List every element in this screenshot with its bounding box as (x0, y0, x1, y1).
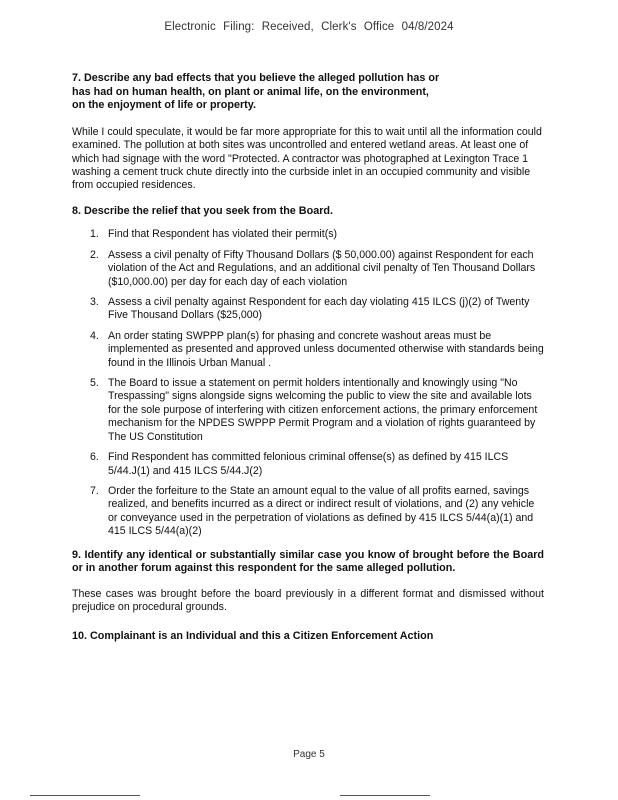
relief-item-number: 1. (90, 228, 99, 241)
section-7-body: While I could speculate, it would be far more appropriate for this to wait until all the information could examined. The pollution at both sites was uncontrolled and entered wetland areas. At least one of which had signage with the word "Protected. A contractor was photographed at Lexington Trace 1 washing a cement truck chute directly into the curbside inlet in an occupied community and visible from occupied residences. (72, 125, 542, 192)
page-number: Page 5 (293, 749, 325, 760)
section-10-heading: 10. Complainant is an Individual and this a Citizen Enforcement Action (72, 629, 434, 642)
page-content (72, 72, 544, 643)
section-8-heading: 8. Describe the relief that you seek from the Board. (72, 204, 334, 217)
relief-item (72, 228, 544, 241)
relief-item-text: Order the forfeiture to the State an amount equal to the value of all profits earned, savings realized, and benefits incurred as a direct or indirect result of violations, and (2) any vehicle or conveyance used in the perpetration of violations as defined by 415 ILCS 5/44(a)(1) and 415 ILCS 5/44(a)(2) (108, 484, 535, 538)
relief-item (72, 485, 544, 539)
relief-item-number: 3. (90, 296, 99, 309)
relief-item (72, 451, 544, 478)
relief-item-number: 6. (90, 451, 99, 464)
relief-item-number: 5. (90, 377, 99, 390)
section-9-heading: 9. Identify any identical or substantially similar case you know of brought before the Board or in another forum against this respondent for the same alleged pollution. (72, 548, 544, 575)
relief-item-text: An order stating SWPPP plan(s) for phasing and concrete washout areas must be implemented as presented and approved unless documented otherwise with standards being found in the Illinois Urban Manual . (108, 329, 544, 369)
relief-list (72, 228, 544, 538)
signature-line-left (30, 795, 140, 796)
relief-item-text: The Board to issue a statement on permit holders intentionally and knowingly using "No Trespassing" signs alongside signs welcoming the public to view the site and available lots for the sole purpose of interfering with citizen enforcement actions, the primary enforcement mechanism for the NPDES SWPPP Permit Program and a violation of rights guaranteed by The US Constitution (108, 377, 538, 443)
relief-item (72, 296, 544, 323)
section-7-heading (72, 72, 544, 113)
relief-item-text: Assess a civil penalty of Fifty Thousand Dollars ($ 50,000.00) against Respondent for each violation of the Act and Regulations, and an additional civil penalty of Ten Thousand Dollars ($10,000.00) per day for each day of each violation (108, 248, 536, 288)
signature-line-right (340, 795, 430, 796)
section-7-heading-line: on the enjoyment of life or property. (72, 99, 256, 112)
filing-header: Electronic Filing: Received, Clerk's Office 04/8/2024 (164, 21, 454, 33)
relief-item-number: 4. (90, 329, 99, 342)
relief-item-text: Find that Respondent has violated their permit(s) (108, 228, 338, 241)
relief-item-text: Assess a civil penalty against Respondent for each day violating 415 ILCS (j)(2) of Twenty Five Thousand Dollars ($25,000) (108, 296, 530, 322)
relief-item-number: 2. (90, 248, 99, 261)
section-7-heading-line: has had on human health, on plant or animal life, on the environment, (72, 85, 429, 98)
relief-item (72, 330, 544, 370)
relief-item-number: 7. (90, 484, 99, 497)
section-9-body: These cases was brought before the board previously in a different format and dismissed without prejudice on procedural grounds. (72, 587, 544, 614)
relief-item (72, 377, 544, 444)
relief-item (72, 249, 544, 289)
section-7-heading-line: 7. Describe any bad effects that you believe the alleged pollution has or (72, 72, 440, 84)
relief-item-text: Find Respondent has committed felonious criminal offense(s) as defined by 415 ILCS 5/44.J(1) and 415 ILCS 5/44.J(2) (108, 451, 509, 477)
